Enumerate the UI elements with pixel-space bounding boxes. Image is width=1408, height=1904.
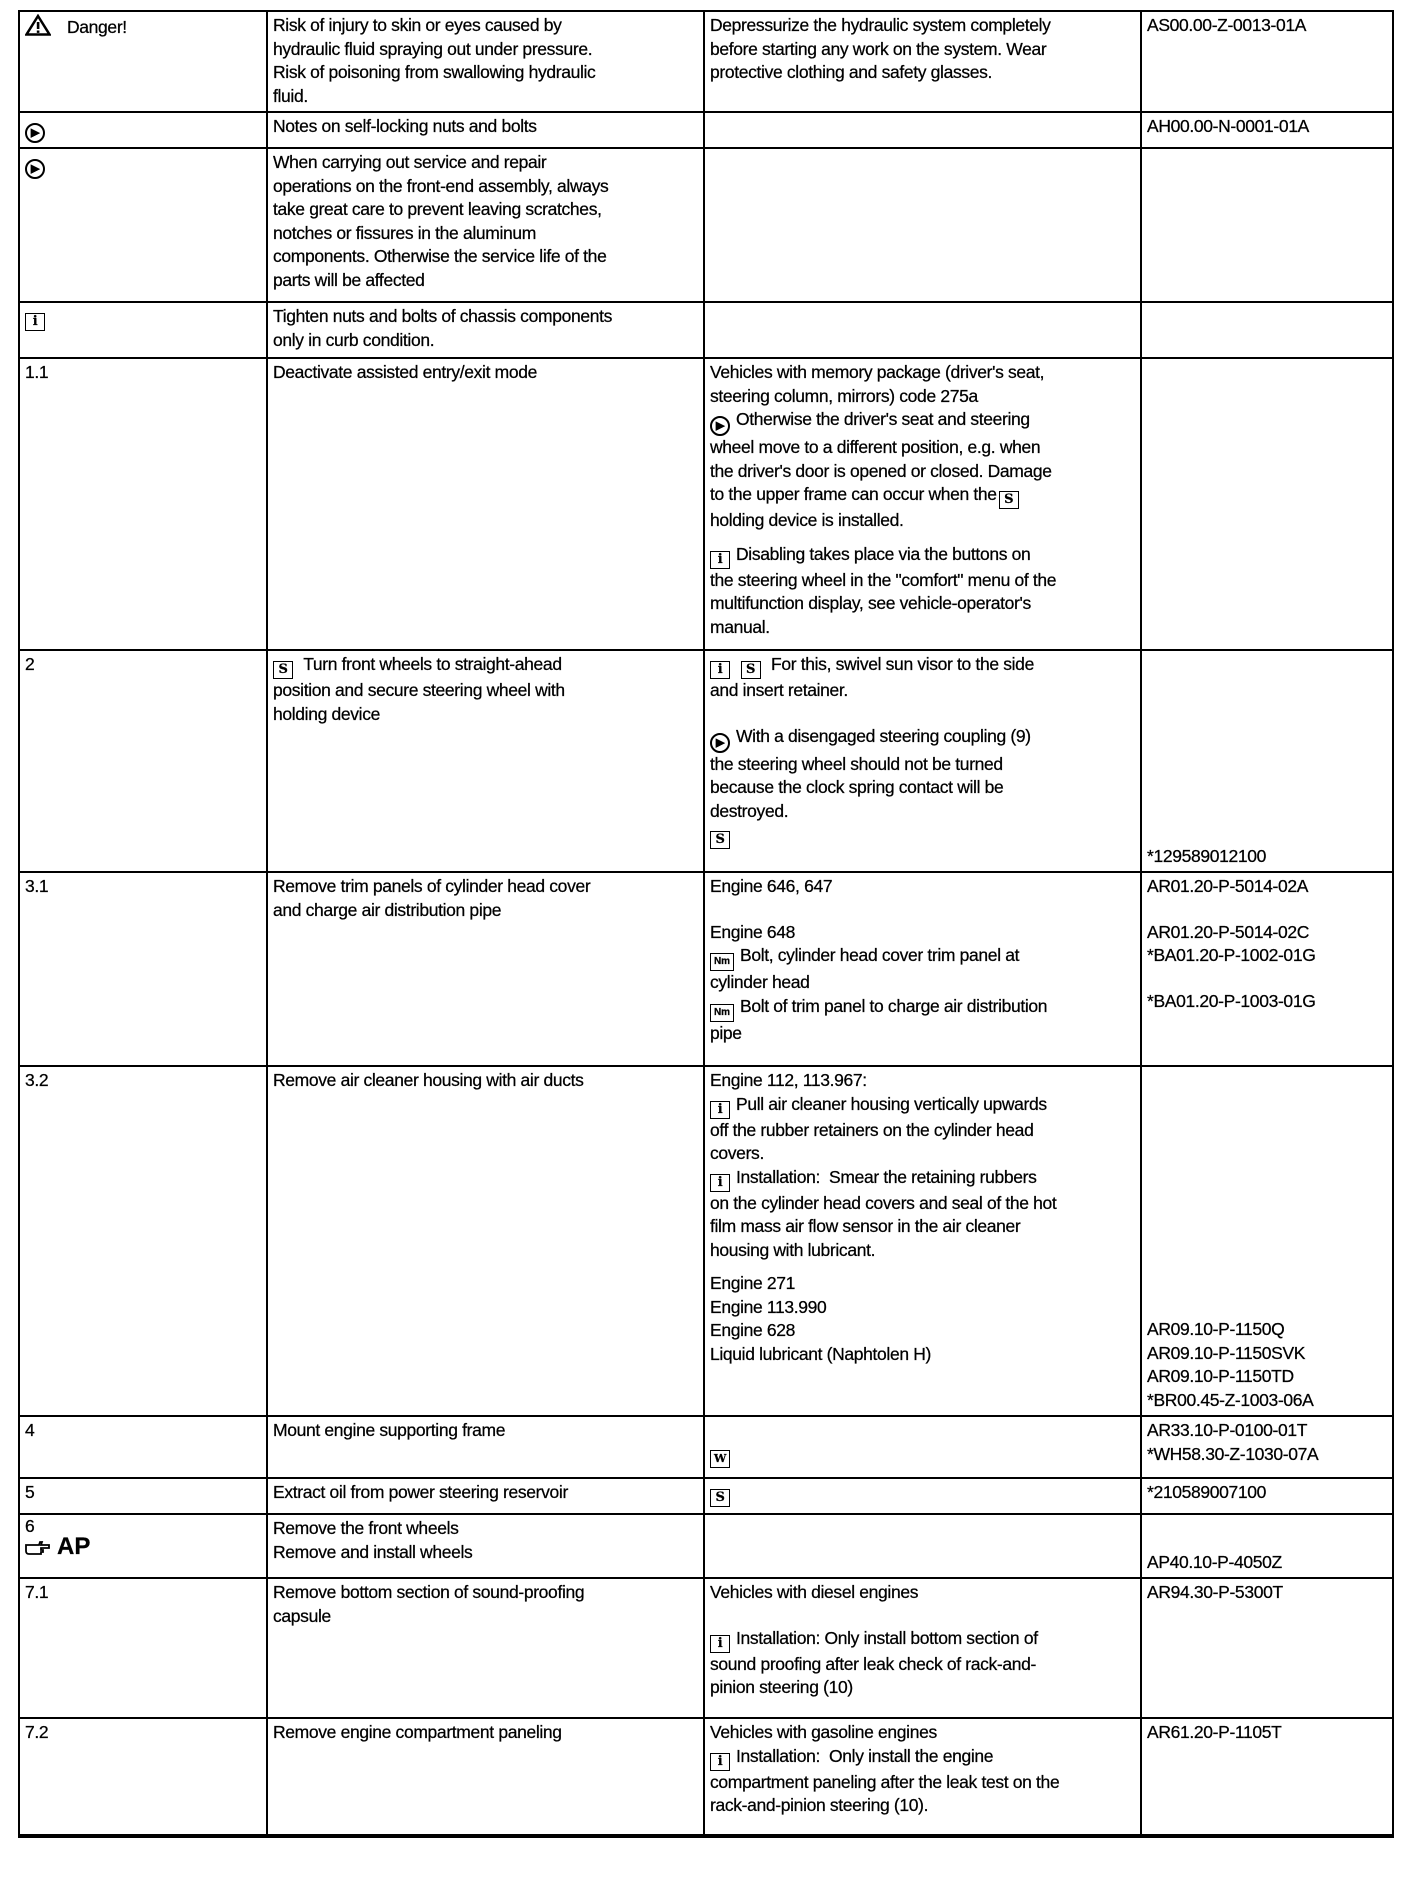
installation-label: Installation:: [736, 1745, 820, 1766]
text-line: Vehicles with gasoline engines: [710, 1722, 937, 1742]
text-line: position and secure steering wheel with: [273, 680, 565, 700]
notes-cell: [704, 1718, 1141, 1836]
info-icon: i: [710, 551, 730, 569]
text-line: Tighten nuts and bolts of chassis components: [273, 306, 613, 326]
spacer: [1147, 899, 1387, 921]
text-line: manual.: [710, 616, 770, 637]
reference-cell: [1141, 1066, 1393, 1416]
text-line: covers.: [710, 1143, 764, 1163]
action-cell: [267, 1478, 704, 1514]
table-row: [19, 650, 1393, 872]
reference-cell: [1141, 11, 1393, 112]
step-cell: [19, 1478, 267, 1514]
text-line: Notes on self-locking nuts and bolts: [273, 116, 537, 136]
text-line: [710, 483, 1135, 509]
text-fragment: Pull air cleaner housing vertically upwards: [736, 1093, 1047, 1114]
text-line: components. Otherwise the service life of the: [273, 246, 607, 266]
special-tool-icon: S: [999, 491, 1019, 509]
text-fragment: to the upper frame can occur when the: [710, 484, 997, 504]
step-number: 5: [25, 1482, 35, 1502]
text-line: [710, 725, 1135, 753]
text-line: off the rubber retainers on the cylinder head: [710, 1119, 1034, 1140]
text-line: Remove the front wheels: [273, 1518, 459, 1538]
reference-link[interactable]: AH00.00-N-0001-01A: [1147, 116, 1309, 136]
text-fragment: Turn front wheels to straight-ahead: [303, 654, 562, 674]
text-line: and charge air distribution pipe: [273, 899, 502, 920]
text-line: hydraulic fluid spraying out under pressure.: [273, 38, 593, 59]
text-line: the steering wheel should not be turned: [710, 753, 1003, 774]
spacer: [710, 899, 1135, 921]
action-cell: [267, 1416, 704, 1478]
notes-cell: [704, 1416, 1141, 1478]
reference-link[interactable]: AR01.20-P-5014-02C: [1147, 921, 1309, 942]
action-cell: [267, 872, 704, 1066]
text-line: operations on the front-end assembly, always: [273, 175, 609, 196]
text-line: [710, 1627, 1135, 1653]
notes-cell: [704, 112, 1141, 148]
table-row: [19, 1066, 1393, 1416]
text-line: the driver's door is opened or closed. Damage: [710, 460, 1052, 481]
text-line: [710, 1745, 1135, 1771]
step-cell: [19, 1066, 267, 1416]
special-tool-icon: S: [710, 1489, 730, 1507]
text-line: parts will be affected: [273, 269, 425, 290]
text-line: on the cylinder head covers and seal of the hot: [710, 1192, 1057, 1213]
text-fragment: For this, swivel sun visor to the side: [771, 654, 1034, 674]
text-fragment: Otherwise the driver's seat and steering: [736, 409, 1030, 429]
step-cell: [19, 302, 267, 358]
reference-link[interactable]: AR33.10-P-0100-01T: [1147, 1420, 1308, 1440]
text-fragment: Bolt, cylinder head cover trim panel at: [740, 945, 1020, 965]
spacer-line: [710, 1419, 1135, 1442]
notes-cell: [704, 358, 1141, 650]
reference-cell: [1141, 1514, 1393, 1578]
reference-cell: [1141, 1578, 1393, 1718]
text-line: [710, 543, 1135, 569]
step-number: 7.2: [25, 1722, 49, 1742]
reference-cell: [1141, 112, 1393, 148]
special-tool-icon: S: [710, 831, 730, 849]
action-cell: [267, 302, 704, 358]
text-line: Remove and install wheels: [273, 1541, 473, 1562]
warning-triangle-icon: [25, 14, 51, 43]
text-line: notches or fissures in the aluminum: [273, 222, 537, 243]
reference-cell: [1141, 302, 1393, 358]
notes-cell: [704, 1478, 1141, 1514]
ap-link[interactable]: [25, 1535, 261, 1564]
text-line: steering column, mirrors) code 275a: [710, 385, 978, 406]
step-number: 1.1: [25, 362, 49, 382]
note-circle-icon: ▶: [710, 733, 730, 753]
table-row: [19, 1416, 1393, 1478]
pointing-hand-icon: [25, 1539, 51, 1564]
table-row: [19, 11, 1393, 112]
text-line: multifunction display, see vehicle-operator's: [710, 593, 1031, 613]
notes-cell: [704, 872, 1141, 1066]
reference-link[interactable]: AR01.20-P-5014-02A: [1147, 876, 1309, 896]
reference-link[interactable]: *BA01.20-P-1003-01G: [1147, 990, 1316, 1011]
danger-label: Danger!: [67, 17, 127, 37]
text-line: Risk of injury to skin or eyes caused by: [273, 15, 562, 35]
text-fragment: Only install the engine: [829, 1745, 994, 1766]
notes-cell: [704, 650, 1141, 872]
text-line: When carrying out service and repair: [273, 152, 547, 172]
installation-label: Installation:: [736, 1166, 820, 1187]
text-line: cylinder head: [710, 972, 810, 992]
table-row: [19, 1478, 1393, 1514]
table-row: [19, 112, 1393, 148]
text-line: Engine 112, 113.967:: [710, 1070, 867, 1090]
reference-link[interactable]: *129589012100: [1147, 845, 1267, 866]
action-cell: [267, 1514, 704, 1578]
text-line: [710, 1442, 1135, 1468]
reference-link[interactable]: AR09.10-P-1150TD: [1147, 1366, 1294, 1386]
text-line: [710, 653, 1135, 679]
info-icon: i: [710, 661, 730, 679]
table-row: [19, 302, 1393, 358]
reference-link[interactable]: AR94.30-P-5300T: [1147, 1582, 1283, 1602]
spacer: [1147, 968, 1387, 990]
step-cell: [19, 872, 267, 1066]
action-cell: [267, 650, 704, 872]
text-line: Remove trim panels of cylinder head cover: [273, 876, 591, 896]
reference-link[interactable]: *WH58.30-Z-1030-07A: [1147, 1443, 1319, 1464]
text-line: Remove bottom section of sound-proofing: [273, 1582, 585, 1602]
info-icon: i: [710, 1174, 730, 1192]
reference-link[interactable]: AR09.10-P-1150SVK: [1147, 1342, 1306, 1363]
text-line: sound proofing after leak check of rack-and-: [710, 1653, 1037, 1674]
step-number: 7.1: [25, 1582, 49, 1602]
text-line: [710, 1166, 1135, 1192]
text-line: the steering wheel in the "comfort" menu of the: [710, 569, 1057, 590]
torque-nm-icon: Nm: [710, 1004, 734, 1022]
reference-link[interactable]: AP40.10-P-4050Z: [1147, 1551, 1282, 1572]
info-icon: i: [710, 1753, 730, 1771]
step-number: 3.1: [25, 876, 49, 896]
action-cell: [267, 1066, 704, 1416]
text-line: [710, 944, 1135, 971]
action-cell: [267, 148, 704, 302]
text-line: and insert retainer.: [710, 680, 848, 700]
spacer: [710, 703, 1135, 725]
text-line: rack-and-pinion steering (10).: [710, 1795, 929, 1815]
reference-cell: [1141, 1478, 1393, 1514]
step-cell: [19, 1514, 267, 1578]
table-row: [19, 872, 1393, 1066]
text-line: Mount engine supporting frame: [273, 1420, 506, 1440]
text-fragment: Only install bottom section of: [824, 1627, 1038, 1648]
text-line: Liquid lubricant (Naphtolen H): [710, 1343, 932, 1364]
spacer: [710, 1262, 1135, 1272]
notes-cell: [704, 1066, 1141, 1416]
text-line: Engine 648: [710, 921, 796, 942]
procedure-sheet: [18, 10, 1392, 1838]
reference-cell: [1141, 1416, 1393, 1478]
ap-label: AP: [57, 1533, 91, 1560]
reference-link[interactable]: AS00.00-Z-0013-01A: [1147, 15, 1307, 35]
text-line: wheel move to a different position, e.g. when: [710, 437, 1041, 457]
spacer: [710, 533, 1135, 543]
text-line: [710, 408, 1135, 436]
special-tool-icon: S: [741, 661, 761, 679]
text-line: because the clock spring contact will be: [710, 777, 1004, 797]
procedure-table: [18, 10, 1394, 1838]
action-cell: [267, 1578, 704, 1718]
text-fragment: Disabling takes place via the buttons on: [736, 543, 1031, 564]
torque-nm-icon: Nm: [710, 953, 734, 971]
notes-cell: [704, 302, 1141, 358]
text-line: Vehicles with diesel engines: [710, 1582, 919, 1602]
text-line: Engine 271: [710, 1273, 796, 1293]
step-number: 3.2: [25, 1070, 49, 1090]
note-circle-icon: ▶: [25, 159, 45, 179]
action-cell: [267, 112, 704, 148]
text-line: only in curb condition.: [273, 329, 435, 350]
text-line: Risk of poisoning from swallowing hydraulic: [273, 62, 596, 82]
step-cell: [19, 1578, 267, 1718]
table-row: [19, 1514, 1393, 1578]
text-line: compartment paneling after the leak test on the: [710, 1771, 1060, 1792]
text-line: Engine 646, 647: [710, 876, 833, 896]
info-icon: i: [25, 313, 45, 331]
text-line: Vehicles with memory package (driver's seat,: [710, 362, 1045, 382]
reference-cell: [1141, 872, 1393, 1066]
text-line: Extract oil from power steering reservoir: [273, 1482, 568, 1502]
step-number: 6: [25, 1516, 35, 1536]
workshop-equipment-icon: W: [710, 1450, 730, 1468]
table-row: [19, 358, 1393, 650]
text-fragment: Smear the retaining rubbers: [829, 1166, 1037, 1187]
text-line: pinion steering (10): [710, 1677, 853, 1697]
special-tool-icon: S: [273, 661, 293, 679]
reference-cell: [1141, 1718, 1393, 1836]
text-line: pipe: [710, 1022, 742, 1043]
text-line: fluid.: [273, 85, 308, 106]
text-line: before starting any work on the system. Wear: [710, 38, 1047, 59]
action-cell: [267, 358, 704, 650]
spacer: [710, 1605, 1135, 1627]
text-line: Remove air cleaner housing with air ducts: [273, 1070, 584, 1090]
text-line: protective clothing and safety glasses.: [710, 62, 993, 82]
reference-cell: [1141, 358, 1393, 650]
notes-cell: [704, 1578, 1141, 1718]
step-cell: [19, 112, 267, 148]
text-line: Depressurize the hydraulic system completely: [710, 15, 1051, 35]
notes-cell: [704, 11, 1141, 112]
reference-cell: [1141, 650, 1393, 872]
text-line: take great care to prevent leaving scratches,: [273, 199, 602, 219]
text-line: film mass air flow sensor in the air cleaner: [710, 1216, 1021, 1236]
step-number: 4: [25, 1420, 35, 1440]
text-line: holding device: [273, 703, 380, 724]
step-cell: [19, 358, 267, 650]
table-row: [19, 1578, 1393, 1718]
step-cell: [19, 11, 267, 112]
action-cell: [267, 11, 704, 112]
text-line: Engine 628: [710, 1320, 796, 1340]
text-line: Engine 113.990: [710, 1296, 827, 1317]
reference-link[interactable]: AR09.10-P-1150Q: [1147, 1319, 1285, 1339]
notes-cell: [704, 1514, 1141, 1578]
text-line: destroyed.: [710, 800, 789, 821]
info-icon: i: [710, 1101, 730, 1119]
notes-cell: [704, 148, 1141, 302]
text-line: [710, 1093, 1135, 1119]
step-cell: [19, 1718, 267, 1836]
text-line: capsule: [273, 1605, 331, 1626]
text-line: housing with lubricant.: [710, 1239, 876, 1260]
text-line: [710, 995, 1135, 1022]
text-line: Remove engine compartment paneling: [273, 1722, 562, 1742]
reference-link[interactable]: *210589007100: [1147, 1482, 1267, 1502]
reference-cell: [1141, 148, 1393, 302]
text-fragment: Bolt of trim panel to charge air distribution: [740, 995, 1048, 1016]
installation-label: Installation:: [736, 1627, 820, 1648]
text-line: Deactivate assisted entry/exit mode: [273, 362, 537, 382]
reference-link[interactable]: AR61.20-P-1105T: [1147, 1722, 1282, 1742]
step-number: 2: [25, 654, 35, 674]
info-icon: i: [710, 1635, 730, 1653]
step-cell: [19, 650, 267, 872]
table-row: [19, 1718, 1393, 1836]
text-line: [273, 653, 698, 679]
text-fragment: With a disengaged steering coupling (9): [736, 725, 1031, 746]
step-cell: [19, 148, 267, 302]
text-line: [710, 823, 1135, 849]
note-circle-icon: ▶: [710, 416, 730, 436]
note-circle-icon: ▶: [25, 123, 45, 143]
reference-link[interactable]: *BA01.20-P-1002-01G: [1147, 945, 1316, 965]
reference-link[interactable]: *BR00.45-Z-1003-06A: [1147, 1389, 1314, 1410]
step-cell: [19, 1416, 267, 1478]
action-cell: [267, 1718, 704, 1836]
table-row: [19, 148, 1393, 302]
text-line: holding device is installed.: [710, 510, 904, 530]
